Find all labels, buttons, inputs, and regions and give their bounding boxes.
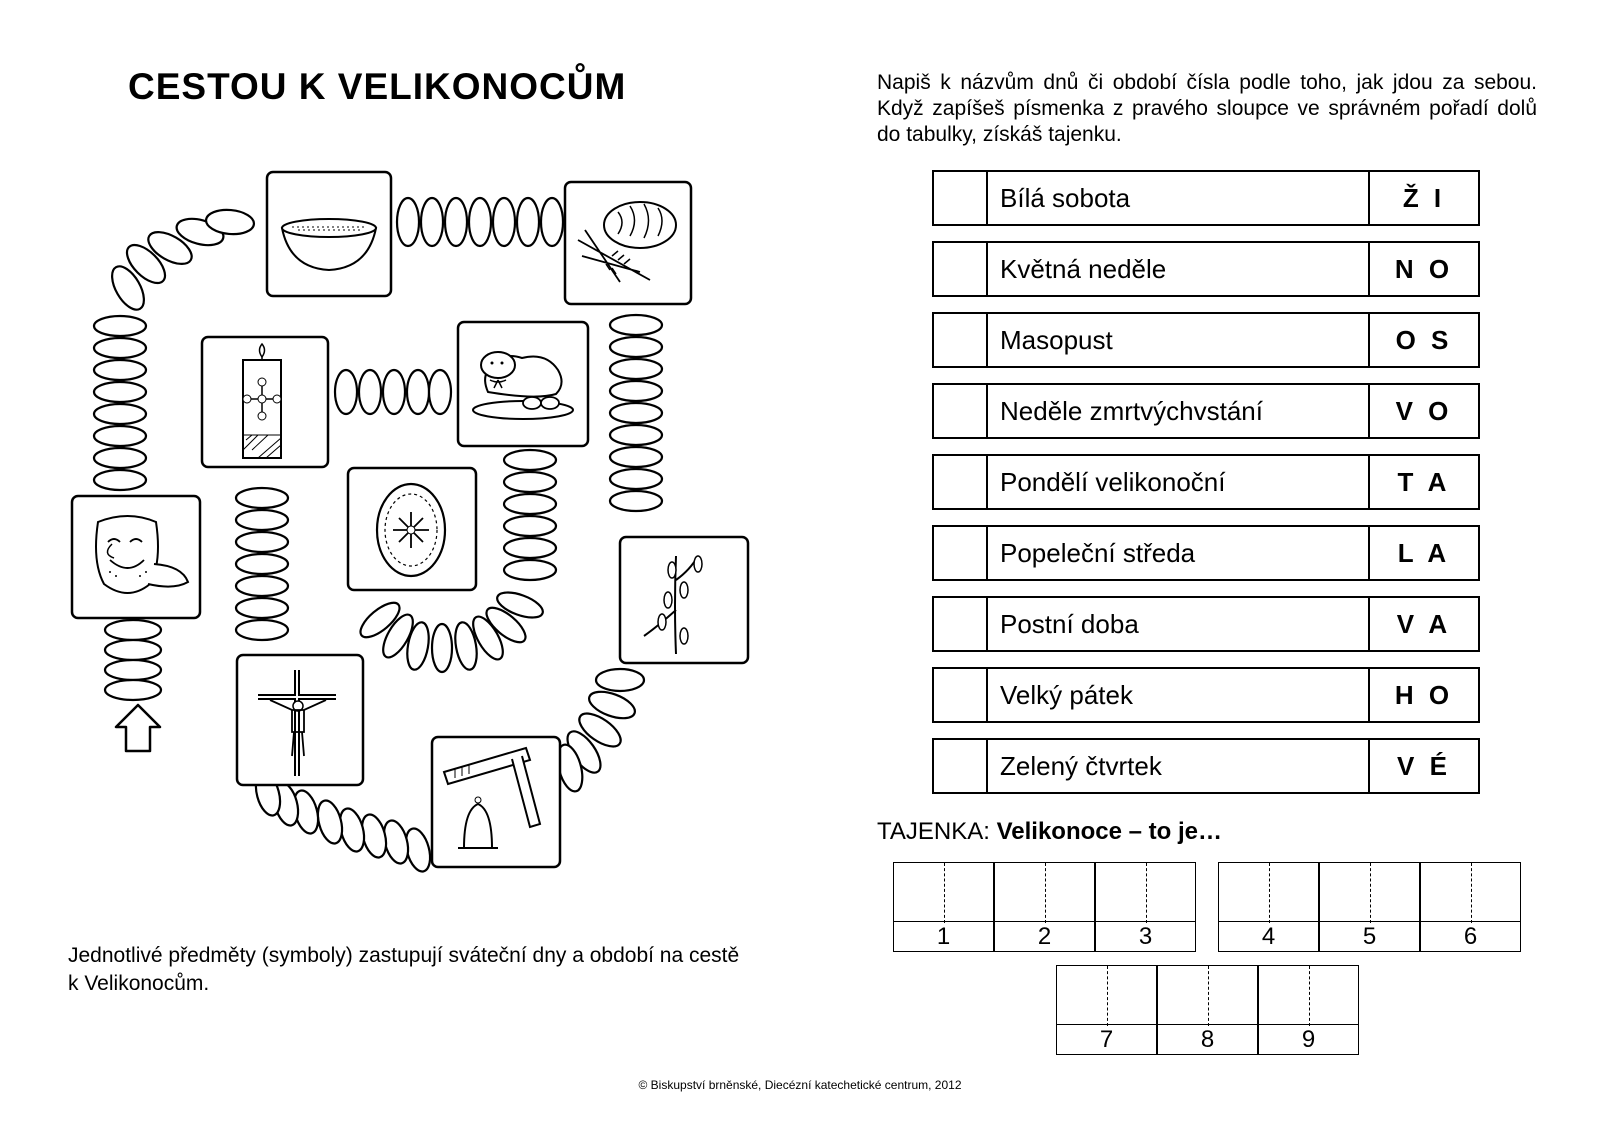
letter-code: H O [1368,669,1478,721]
cell-number: 3 [1138,923,1153,950]
order-number-box[interactable] [934,740,988,792]
path-stone [610,381,662,401]
day-name: Zelený čtvrtek [1000,751,1162,781]
path-stone [236,620,288,640]
day-name: Popeleční středa [1000,538,1196,568]
day-row [932,454,1480,510]
path-stone [469,198,491,246]
cell-baseline [1259,1024,1358,1025]
day-name: Pondělí velikonoční [1000,467,1226,497]
path-stone [610,359,662,379]
path-stone [359,370,381,414]
letter-divider [1471,863,1472,923]
path-stone [504,538,556,558]
cell-baseline [1421,921,1520,922]
path-stone [236,554,288,574]
cell-number: 5 [1362,923,1377,950]
path-stone [610,425,662,445]
path-stone [94,316,146,336]
cell-baseline [1096,921,1195,922]
path-stone [94,404,146,424]
path-stone [94,338,146,358]
path-stone [504,560,556,580]
bowl-icon [267,172,391,296]
tajenka-heading [877,818,1222,846]
path-stone [236,598,288,618]
letter-code: Ž I [1368,172,1478,224]
cell-baseline [1057,1024,1156,1025]
cell-number: 1 [936,923,951,950]
path-stone [429,370,451,414]
path-stone [504,494,556,514]
answer-cell[interactable] [1319,862,1420,952]
answer-cell[interactable] [893,862,994,952]
crucifix-icon [237,655,363,785]
path-stone [94,448,146,468]
path-stone [504,450,556,470]
letter-divider [1309,966,1310,1026]
path-stone [610,403,662,423]
cell-baseline [1158,1024,1257,1025]
path-stone [610,491,662,511]
day-name: Velký pátek [1000,680,1133,710]
order-number-box[interactable] [934,669,988,721]
order-number-box[interactable] [934,456,988,508]
letter-divider [1370,863,1371,923]
letter-divider [1107,966,1108,1026]
cell-baseline [1219,921,1318,922]
candle-icon [202,337,328,467]
page-title: CESTOU K VELIKONOCŮM [128,66,627,107]
path-stone [541,198,563,246]
answer-cell[interactable] [994,862,1095,952]
cell-number: 9 [1301,1026,1316,1053]
path-stone [105,680,161,700]
lamb-icon [458,322,588,446]
path-stone [504,516,556,536]
order-number-box[interactable] [934,172,988,224]
letter-code: L A [1368,527,1478,579]
letter-code: O S [1368,314,1478,366]
up-arrow-icon [116,705,160,751]
path-stone [105,640,161,660]
path-stone [610,447,662,467]
tajenka-phrase: Velikonoce – to je… [996,818,1223,845]
day-row [932,312,1480,368]
path-stone [397,198,419,246]
egg-icon [348,468,476,590]
letter-code: V É [1368,740,1478,792]
letter-code: T A [1368,456,1478,508]
day-row [932,667,1480,723]
letter-divider [1045,863,1046,923]
cell-number: 6 [1463,923,1478,950]
instructions-text: Napiš k názvům dnů či období čísla podle toho, jak jdou za sebou. Když zapíšeš písmenka z pravého sloupce ve správném pořadí dolů do tabulky, získáš tajenku. [877,71,1537,146]
day-row [932,596,1480,652]
rattle-bell-icon [432,737,560,867]
path-stone [517,198,539,246]
answer-cell[interactable] [1095,862,1196,952]
day-row [932,241,1480,297]
path-stone [445,198,467,246]
letter-code: N O [1368,243,1478,295]
day-name: Bílá sobota [1000,183,1131,213]
path-stone [610,315,662,335]
day-row [932,525,1480,581]
path-stone [236,488,288,508]
path-stone [610,469,662,489]
cell-number: 8 [1200,1026,1215,1053]
path-stone [94,360,146,380]
day-row [932,383,1480,439]
letter-divider [1269,863,1270,923]
day-name: Květná neděle [1000,254,1167,284]
answer-cell[interactable] [1056,965,1157,1055]
copyright-text: © Biskupství brněnské, Diecézní katechetické centrum, 2012 [638,1078,962,1092]
order-number-box[interactable] [934,527,988,579]
cell-baseline [894,921,993,922]
path-stone [383,370,405,414]
letter-code: V A [1368,598,1478,650]
letter-code: V O [1368,385,1478,437]
path-stone [94,426,146,446]
answer-cell[interactable] [1420,862,1521,952]
cell-baseline [1320,921,1419,922]
easter-path-illustration [0,160,800,900]
path-stone [421,198,443,246]
path-stone [94,382,146,402]
cell-number: 7 [1099,1026,1114,1053]
answer-cell[interactable] [1218,862,1319,952]
path-stone [236,532,288,552]
path-stone [493,198,515,246]
path-stone [236,576,288,596]
willow-icon [620,537,748,663]
letter-divider [1208,966,1209,1026]
mask-icon [72,496,200,618]
path-stone [610,337,662,357]
path-stone [236,510,288,530]
day-row [932,738,1480,794]
bread-icon [565,182,691,304]
day-row [932,170,1480,226]
day-name: Postní doba [1000,609,1139,639]
day-name: Neděle zmrtvýchvstání [1000,396,1263,426]
letter-divider [944,863,945,923]
order-number-box[interactable] [934,598,988,650]
order-number-box[interactable] [934,385,988,437]
path-stone [432,624,452,672]
answer-cell[interactable] [1258,965,1359,1055]
cell-baseline [995,921,1094,922]
path-stone [335,370,357,414]
cell-number: 4 [1261,923,1276,950]
tajenka-label: TAJENKA: [877,818,990,845]
answer-cell[interactable] [1157,965,1258,1055]
cell-number: 2 [1037,923,1052,950]
path-stone [596,669,644,691]
path-stone [105,660,161,680]
footnote-text: Jednotlivé předměty (symboly) zastupují sváteční dny a období na cestě k Velikonocům. [68,944,740,995]
path-stone [504,472,556,492]
path-stone [94,470,146,490]
path-stone [105,620,161,640]
order-number-box[interactable] [934,243,988,295]
path-stone [407,370,429,414]
order-number-box[interactable] [934,314,988,366]
letter-divider [1146,863,1147,923]
day-name: Masopust [1000,325,1113,355]
